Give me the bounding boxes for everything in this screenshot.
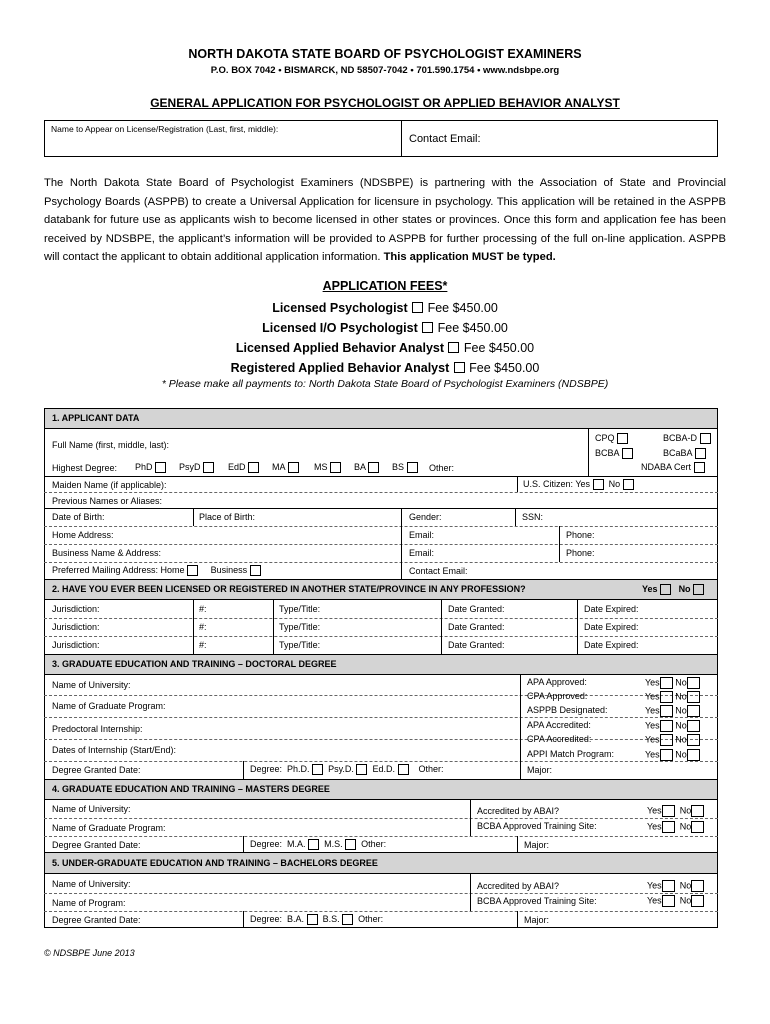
citizen-no-label: No [608,479,621,489]
fee-line-1 [0,299,770,317]
license-number-label: #: [199,604,207,614]
degree-other-label: Other: [361,839,387,849]
bachelors-major-label: Major: [524,915,550,925]
cert-ndaba [641,462,705,473]
fee-checkbox-3[interactable] [448,342,459,353]
masters-ms-checkbox[interactable] [345,839,356,850]
cert-bcaba [663,448,706,459]
degree-ms [314,462,341,473]
date-granted-label: Date Granted: [448,604,505,614]
home-email-label: Email: [409,530,435,540]
cert-bcbad-label: BCBA-D [663,433,698,443]
asppb-yes-checkbox[interactable] [660,705,673,717]
masters-university-label: Name of University: [52,804,131,814]
cert-bcba [595,448,633,459]
licensed-elsewhere-options [642,584,704,595]
bcaba-checkbox[interactable] [695,448,706,459]
degree-option-label: M.S. [324,839,343,849]
fee-checkbox-2[interactable] [422,322,433,333]
yes-label: Yes [645,705,660,716]
doctoral-psyd-checkbox[interactable] [356,764,367,775]
masters-abai-no-checkbox[interactable] [691,805,704,817]
yes-label: Yes [647,880,662,891]
yes-label: Yes [647,821,662,832]
section-5-title: 5. UNDER-GRADUATE EDUCATION AND TRAINING – BACHELORS DEGREE [52,858,378,868]
footer-copyright: © NDSBPE June 2013 [44,948,135,958]
doctoral-degree-options [250,764,444,775]
bachelors-bcba-no-checkbox[interactable] [691,895,704,907]
degree-option-label: Ed.D. [372,764,395,774]
business-address-label: Business Name & Address: [52,548,162,558]
name-email-box [44,120,718,157]
ba-checkbox[interactable] [368,462,379,473]
fee-label: Registered Applied Behavior Analyst [230,361,450,375]
home-phone-label: Phone: [566,530,595,540]
masters-abai-label: Accredited by ABAI? [477,806,560,816]
masters-bcba-site-label: BCBA Approved Training Site: [477,821,597,831]
internship-dates-label: Dates of Internship (Start/End): [52,745,177,755]
fee-amount: Fee $450.00 [437,321,508,335]
type-title-label: Type/Title: [279,604,321,614]
mailing-business-checkbox[interactable] [250,565,261,576]
no-label: No [675,720,687,731]
section-3-title: 3. GRADUATE EDUCATION AND TRAINING – DOCTORAL DEGREE [52,659,337,669]
type-title-label: Type/Title: [279,640,321,650]
bs-checkbox[interactable] [407,462,418,473]
cert-bcba-label: BCBA [595,448,620,458]
fee-amount: Fee $450.00 [427,301,498,315]
bachelors-degree-options [250,914,383,925]
fee-label: Licensed Psychologist [272,301,408,315]
business-phone-label: Phone: [566,548,595,558]
degree-label: PhD [135,462,153,472]
intro-typed-note: This application MUST be typed. [383,251,556,263]
cert-bcaba-label: BCaBA [663,448,693,458]
mailing-home-checkbox[interactable] [187,565,198,576]
degree-phd [135,462,166,473]
citizen-yes-checkbox[interactable] [593,479,604,490]
no-label: No [675,734,687,745]
cpa-approved-no-checkbox[interactable] [687,691,700,703]
ms-checkbox[interactable] [330,462,341,473]
cert-bcbad [663,433,711,444]
dob-label: Date of Birth: [52,512,105,522]
doctoral-granted-label: Degree Granted Date: [52,765,141,775]
ma-checkbox[interactable] [288,462,299,473]
predoctoral-internship-label: Predoctoral Internship: [52,724,143,734]
no-label: No [675,677,687,688]
cpq-checkbox[interactable] [617,433,628,444]
degree-label: BS [392,462,405,472]
cert-ndaba-label: NDABA Cert [641,462,692,472]
cert-cpq-label: CPQ [595,433,615,443]
edd-checkbox[interactable] [248,462,259,473]
date-expired-label: Date Expired: [584,604,639,614]
home-address-label: Home Address: [52,530,114,540]
psyd-checkbox[interactable] [203,462,214,473]
no-label: No [675,691,687,702]
degree-label: PsyD [179,462,201,472]
no-label: No [679,805,692,816]
masters-ma-checkbox[interactable] [308,839,319,850]
masters-granted-label: Degree Granted Date: [52,840,141,850]
apa-accredited-no-checkbox[interactable] [687,720,700,732]
degree-option-label: Ph.D. [287,764,310,774]
degree-other-label: Other: [429,463,455,473]
section-2-title: 2. HAVE YOU EVER BEEN LICENSED OR REGISTERED IN ANOTHER STATE/PROVINCE IN ANY PROFESSION? [52,584,526,594]
degree-option-label: Psy.D. [328,764,354,774]
masters-bcba-no-checkbox[interactable] [691,821,704,833]
bachelors-abai-options [647,880,704,892]
degree-label: MA [272,462,286,472]
bachelors-bs-checkbox[interactable] [342,914,353,925]
appi-match-options [645,749,700,761]
board-address: P.O. BOX 7042 • BISMARCK, ND 58507-7042 • 701.590.1754 • www.ndsbpe.org [210,65,560,76]
us-citizen [523,479,634,490]
fee-label: Licensed Applied Behavior Analyst [235,341,445,355]
degree-label: MS [314,462,328,472]
asppb-designated-options [645,705,700,717]
fees-section [0,279,770,293]
intro-paragraph [44,174,726,267]
jurisdiction-label: Jurisdiction: [52,604,100,614]
apa-approved-options [645,677,700,689]
section-1-title: 1. APPLICANT DATA [52,413,140,423]
yes-label: Yes [647,895,662,906]
degree-option-label: B.S. [322,914,340,924]
degree-other-label: Other: [358,914,384,924]
apa-accredited-yes-checkbox[interactable] [660,720,673,732]
apa-accredited-label: APA Accredited: [527,720,591,730]
bachelors-program-label: Name of Program: [52,898,126,908]
degree-option-label: B.A. [287,914,305,924]
degree-other-label: Other: [418,764,444,774]
appi-match-label: APPI Match Program: [527,749,615,759]
date-granted-label: Date Granted: [448,622,505,632]
section-1-header [45,409,717,428]
fee-line-3 [0,339,770,357]
doctoral-program-label: Name of Graduate Program: [52,701,166,711]
bachelors-bcba-site-label: BCBA Approved Training Site: [477,896,597,906]
no-label: No [679,880,692,891]
us-citizen-label: U.S. Citizen: Yes [523,479,591,489]
masters-abai-options [647,805,704,817]
mailing-address [52,565,261,576]
bcba-checkbox[interactable] [622,448,633,459]
degree-psyd [179,462,214,473]
no-label: No [679,895,692,906]
yes-label: Yes [645,677,660,688]
asppb-no-checkbox[interactable] [687,705,700,717]
board-title: NORTH DAKOTA STATE BOARD OF PSYCHOLOGIST EXAMINERS [188,47,582,61]
asppb-designated-label: ASPPB Designated: [527,705,608,715]
doctoral-university-label: Name of University: [52,680,131,690]
previous-names-label: Previous Names or Aliases: [52,496,163,506]
masters-bcba-yes-checkbox[interactable] [662,821,675,833]
appi-no-checkbox[interactable] [687,749,700,761]
degree-option-label: M.A. [287,839,306,849]
business-email-label: Email: [409,548,435,558]
application-title: GENERAL APPLICATION FOR PSYCHOLOGIST OR APPLIED BEHAVIOR ANALYST [150,96,620,110]
cpa-accredited-no-checkbox[interactable] [687,734,700,746]
bachelors-abai-label: Accredited by ABAI? [477,881,560,891]
bachelors-abai-yes-checkbox[interactable] [662,880,675,892]
degree-ma [272,462,299,473]
fee-amount: Fee $450.00 [469,361,540,375]
ssn-label: SSN: [522,512,544,522]
intro-text: The North Dakota State Board of Psychologist Examiners (NDSBPE) is partnering with the Association of State and Provincial Psychology Boards (ASPPB) to create a Universal Application for licensure in psychology. This application will be retained in the ASPPB databank for future use as applicants wish to become licensed in other states or provinces. Once this form and application fee has been received by NDSBPE, the applicant’s information will be provided to ASPPB for further processing of the full on-line application. ASPPB will contact the applicant to obtain additional application information. [44,177,726,263]
date-granted-label: Date Granted: [448,640,505,650]
masters-bcba-options [647,821,704,833]
cpa-accredited-options [645,734,700,746]
cpa-approved-options [645,691,700,703]
date-expired-label: Date Expired: [584,622,639,632]
mailing-home-label: Preferred Mailing Address: Home [52,565,185,575]
citizen-no-checkbox[interactable] [623,479,634,490]
mailing-business-label: Business [210,565,248,575]
fee-checkbox-1[interactable] [412,302,423,313]
payment-note: * Please make all payments to: North Dakota State Board of Psychologist Examiners (NDSBPE) [161,378,609,390]
licensed-yes-checkbox[interactable] [660,584,671,595]
yes-label: Yes [645,691,660,702]
degree-label: Degree: [250,839,283,849]
cpa-accredited-yes-checkbox[interactable] [660,734,673,746]
phd-checkbox[interactable] [155,462,166,473]
license-number-label: #: [199,622,207,632]
no-label: No [679,821,692,832]
fees-title: APPLICATION FEES* [322,279,448,293]
degree-label: BA [354,462,366,472]
bachelors-university-label: Name of University: [52,879,131,889]
bachelors-bcba-yes-checkbox[interactable] [662,895,675,907]
bachelors-ba-checkbox[interactable] [307,914,318,925]
cpa-accredited-label: CPA Accredited: [527,734,592,744]
degree-label: Degree: [250,764,283,774]
jurisdiction-label: Jurisdiction: [52,622,100,632]
bcbad-checkbox[interactable] [700,433,711,444]
ndaba-checkbox[interactable] [694,462,705,473]
yes-label: Yes [645,734,660,745]
apa-approved-yes-checkbox[interactable] [660,677,673,689]
licensed-no-checkbox[interactable] [693,584,704,595]
fee-checkbox-4[interactable] [454,362,465,373]
licensed-yes-label: Yes [642,584,658,594]
degree-ba [354,462,379,473]
license-name-label: Name to Appear on License/Registration (Last, first, middle): [51,124,279,134]
bachelors-granted-label: Degree Granted Date: [52,915,141,925]
yes-label: Yes [645,720,660,731]
cpa-approved-yes-checkbox[interactable] [660,691,673,703]
full-name-label: Full Name (first, middle, last): [52,440,170,450]
cpa-approved-label: CPA Approved: [527,691,588,701]
cert-cpq [595,433,628,444]
degree-edd [228,462,259,473]
doctoral-phd-checkbox[interactable] [312,764,323,775]
bachelors-abai-no-checkbox[interactable] [691,880,704,892]
section-4-title: 4. GRADUATE EDUCATION AND TRAINING – MASTERS DEGREE [52,784,330,794]
no-label: No [675,705,687,716]
fee-amount: Fee $450.00 [463,341,535,355]
yes-label: Yes [645,749,660,760]
degree-label: EdD [228,462,246,472]
date-expired-label: Date Expired: [584,640,639,650]
apa-accredited-options [645,720,700,732]
fee-label: Licensed I/O Psychologist [262,321,418,335]
apa-approved-label: APA Approved: [527,677,587,687]
doctoral-edd-checkbox[interactable] [398,764,409,775]
appi-yes-checkbox[interactable] [660,749,673,761]
masters-degree-options [250,839,386,850]
masters-abai-yes-checkbox[interactable] [662,805,675,817]
doctoral-major-label: Major: [527,765,553,775]
licensed-no-label: No [678,584,691,594]
degree-label: Degree: [250,914,283,924]
degree-bs [392,462,418,473]
license-number-label: #: [199,640,207,650]
fee-line-2 [0,319,770,337]
pob-label: Place of Birth: [199,512,256,522]
masters-program-label: Name of Graduate Program: [52,823,166,833]
no-label: No [675,749,687,760]
bachelors-bcba-options [647,895,704,907]
gender-label: Gender: [409,512,442,522]
yes-label: Yes [647,805,662,816]
contact-email-field-label: Contact Email: [409,566,468,576]
maiden-name-label: Maiden Name (if applicable): [52,480,167,490]
contact-email-label: Contact Email: [409,133,481,145]
masters-major-label: Major: [524,840,550,850]
jurisdiction-label: Jurisdiction: [52,640,100,650]
type-title-label: Type/Title: [279,622,321,632]
apa-approved-no-checkbox[interactable] [687,677,700,689]
highest-degree-label: Highest Degree: [52,463,118,473]
fee-line-4 [0,359,770,377]
